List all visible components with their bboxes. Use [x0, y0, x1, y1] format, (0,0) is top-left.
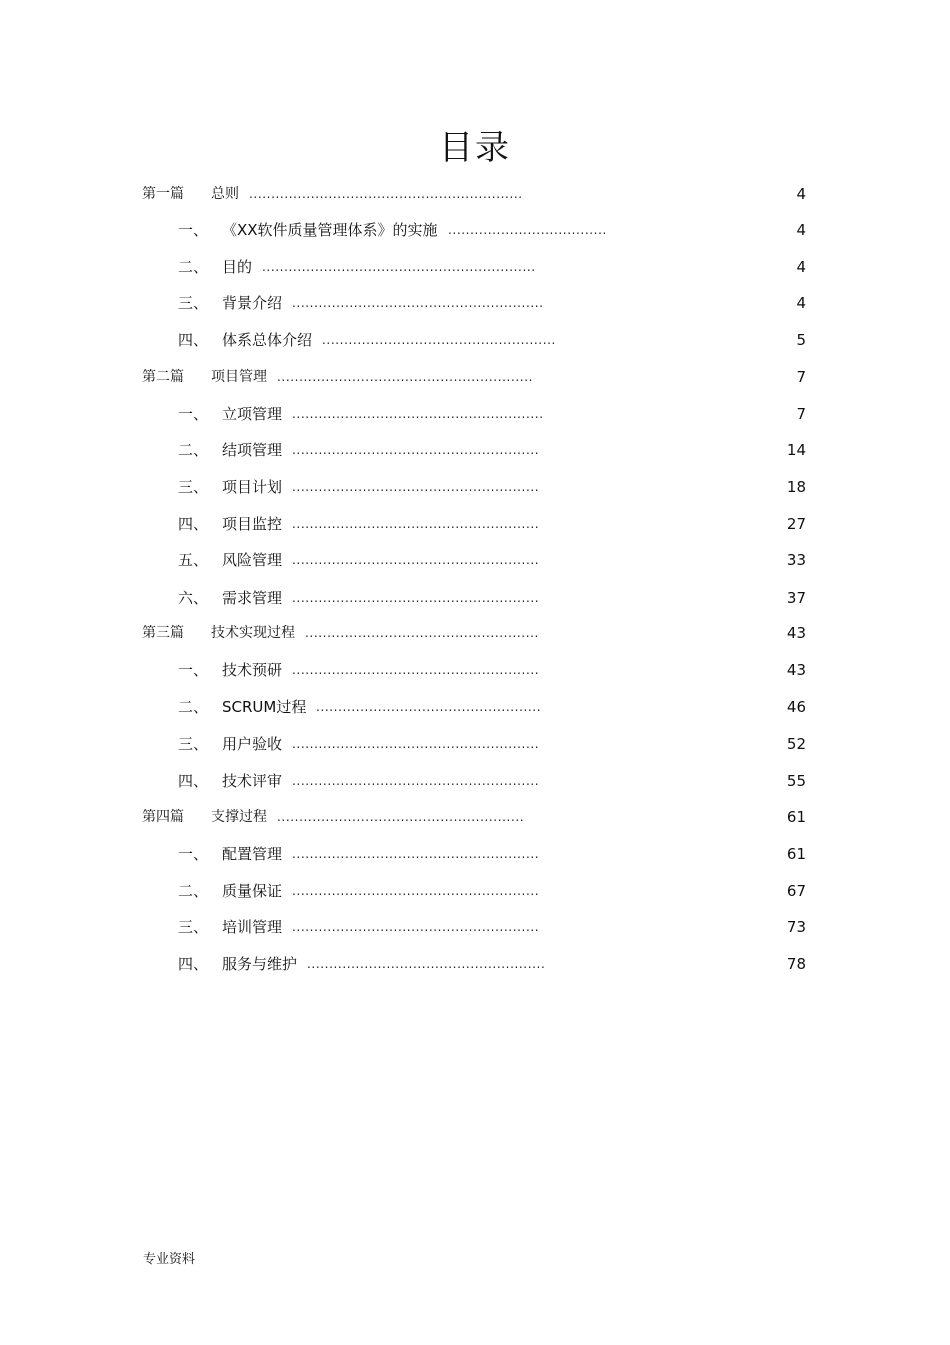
toc-entry-title: 技术评审 — [222, 772, 283, 790]
page-title: 目录 — [439, 128, 511, 168]
toc-leader-dots: .................................... — [448, 223, 607, 237]
toc-page-number: 7 — [796, 405, 806, 423]
toc-leader-dots: ........................................................ — [292, 737, 540, 751]
toc-chapter-row[interactable] — [0, 695, 950, 719]
toc-chapter-row[interactable] — [0, 548, 950, 572]
toc-entry-number: 四、 — [178, 772, 209, 790]
toc-chapter-row[interactable] — [0, 255, 950, 279]
toc-entry-title: 配置管理 — [222, 845, 283, 863]
toc-entry-title: 总则 — [211, 186, 239, 202]
toc-page-number: 4 — [796, 221, 806, 239]
toc-page-number: 37 — [786, 589, 806, 607]
toc-leader-dots: ........................................................ — [292, 774, 540, 788]
toc-leader-dots: ................................................... — [316, 700, 542, 714]
toc-page-number: 61 — [786, 845, 806, 863]
toc-leader-dots: ........................................................ — [292, 480, 540, 494]
toc-chapter-row[interactable] — [0, 732, 950, 756]
toc-entry-title: 体系总体介绍 — [222, 331, 313, 349]
toc-entry-title: 培训管理 — [222, 918, 283, 936]
toc-chapter-row[interactable] — [0, 879, 950, 903]
toc-entry-number: 一、 — [178, 221, 209, 239]
toc-page-number: 4 — [796, 185, 806, 203]
toc-page-number: 78 — [786, 955, 806, 973]
toc-entry-title: 支撑过程 — [211, 809, 267, 825]
toc-leader-dots: ......................................................... — [292, 407, 544, 421]
toc-leader-dots: ...................................................... — [307, 957, 546, 971]
toc-chapter-row[interactable] — [0, 915, 950, 939]
toc-part-row[interactable] — [0, 805, 950, 829]
toc-entry-number: 第三篇 — [142, 625, 184, 641]
toc-chapter-row[interactable] — [0, 218, 950, 242]
toc-page-number: 4 — [796, 258, 806, 276]
toc-part-row[interactable] — [0, 365, 950, 389]
toc-entry-title: 结项管理 — [222, 441, 283, 459]
toc-leader-dots: ........................................................ — [292, 847, 540, 861]
footer-label: 专业资料 — [143, 1252, 196, 1267]
toc-entry-title: 技术预研 — [222, 661, 283, 679]
toc-leader-dots: ..................................................... — [322, 333, 556, 347]
toc-leader-dots: .............................................................. — [249, 187, 523, 201]
toc-page-number: 46 — [786, 698, 806, 716]
toc-chapter-row[interactable] — [0, 586, 950, 610]
toc-entry-number: 四、 — [178, 515, 209, 533]
toc-chapter-row[interactable] — [0, 438, 950, 462]
toc-entry-number: 二、 — [178, 882, 209, 900]
toc-entry-title: 项目计划 — [222, 478, 283, 496]
toc-leader-dots: ........................................................ — [292, 443, 540, 457]
toc-entry-number: 第二篇 — [142, 369, 184, 385]
toc-entry-number: 第四篇 — [142, 809, 184, 825]
toc-entry-title: 风险管理 — [222, 551, 283, 569]
toc-chapter-row[interactable] — [0, 512, 950, 536]
toc-chapter-row[interactable] — [0, 952, 950, 976]
toc-page-number: 7 — [796, 368, 806, 386]
toc-leader-dots: ........................................................ — [292, 591, 540, 605]
toc-chapter-row[interactable] — [0, 291, 950, 315]
toc-entry-number: 一、 — [178, 405, 209, 423]
toc-entry-title: 立项管理 — [222, 405, 283, 423]
toc-chapter-row[interactable] — [0, 842, 950, 866]
toc-entry-title: 项目监控 — [222, 515, 283, 533]
toc-entry-title: 服务与维护 — [222, 955, 298, 973]
toc-entry-number: 一、 — [178, 845, 209, 863]
toc-leader-dots: ........................................................ — [292, 663, 540, 677]
toc-page-number: 52 — [786, 735, 806, 753]
toc-entry-title: 背景介绍 — [222, 294, 283, 312]
toc-page-number: 67 — [786, 882, 806, 900]
toc-entry-number: 第一篇 — [142, 186, 184, 202]
toc-entry-number: 三、 — [178, 735, 209, 753]
toc-page-number: 43 — [786, 661, 806, 679]
toc-part-row[interactable] — [0, 182, 950, 206]
toc-entry-title: 目的 — [222, 258, 253, 276]
toc-page-number: 14 — [786, 441, 806, 459]
toc-page-number: 27 — [786, 515, 806, 533]
toc-page-number: 4 — [796, 294, 806, 312]
toc-chapter-row[interactable] — [0, 402, 950, 426]
toc-entry-title: 《XX软件质量管理体系》的实施 — [222, 221, 438, 239]
toc-page-number: 18 — [786, 478, 806, 496]
toc-page-number: 61 — [786, 808, 806, 826]
toc-chapter-row[interactable] — [0, 658, 950, 682]
toc-page-number: 55 — [786, 772, 806, 790]
toc-entry-number: 四、 — [178, 955, 209, 973]
toc-chapter-row[interactable] — [0, 328, 950, 352]
toc-leader-dots: ........................................................ — [292, 920, 540, 934]
toc-leader-dots: ........................................................ — [277, 810, 525, 824]
toc-leader-dots: ........................................................ — [292, 884, 540, 898]
toc-entry-title: 质量保证 — [222, 882, 283, 900]
toc-entry-title: 项目管理 — [211, 369, 267, 385]
toc-page-number: 5 — [796, 331, 806, 349]
toc-page-number: 43 — [786, 624, 806, 642]
toc-entry-number: 二、 — [178, 441, 209, 459]
toc-entry-title: 需求管理 — [222, 589, 283, 607]
toc-entry-number: 一、 — [178, 661, 209, 679]
toc-entry-number: 二、 — [178, 698, 209, 716]
toc-leader-dots: .......................................................... — [277, 370, 534, 384]
toc-chapter-row[interactable] — [0, 475, 950, 499]
toc-leader-dots: ..................................................... — [305, 626, 539, 640]
toc-leader-dots: .............................................................. — [262, 260, 536, 274]
toc-part-row[interactable] — [0, 621, 950, 645]
toc-entry-number: 四、 — [178, 331, 209, 349]
toc-leader-dots: ........................................................ — [292, 553, 540, 567]
toc-entry-title: 技术实现过程 — [211, 625, 295, 641]
toc-page-number: 73 — [786, 918, 806, 936]
toc-entry-title: SCRUM过程 — [222, 698, 307, 716]
toc-entry-number: 三、 — [178, 478, 209, 496]
toc-entry-number: 三、 — [178, 918, 209, 936]
toc-entry-number: 二、 — [178, 258, 209, 276]
toc-page-number: 33 — [786, 551, 806, 569]
toc-leader-dots: ........................................................ — [292, 517, 540, 531]
toc-entry-number: 六、 — [178, 589, 209, 607]
toc-entry-title: 用户验收 — [222, 735, 283, 753]
toc-leader-dots: ......................................................... — [292, 296, 544, 310]
toc-entry-number: 三、 — [178, 294, 209, 312]
toc-entry-number: 五、 — [178, 551, 209, 569]
toc-chapter-row[interactable] — [0, 769, 950, 793]
